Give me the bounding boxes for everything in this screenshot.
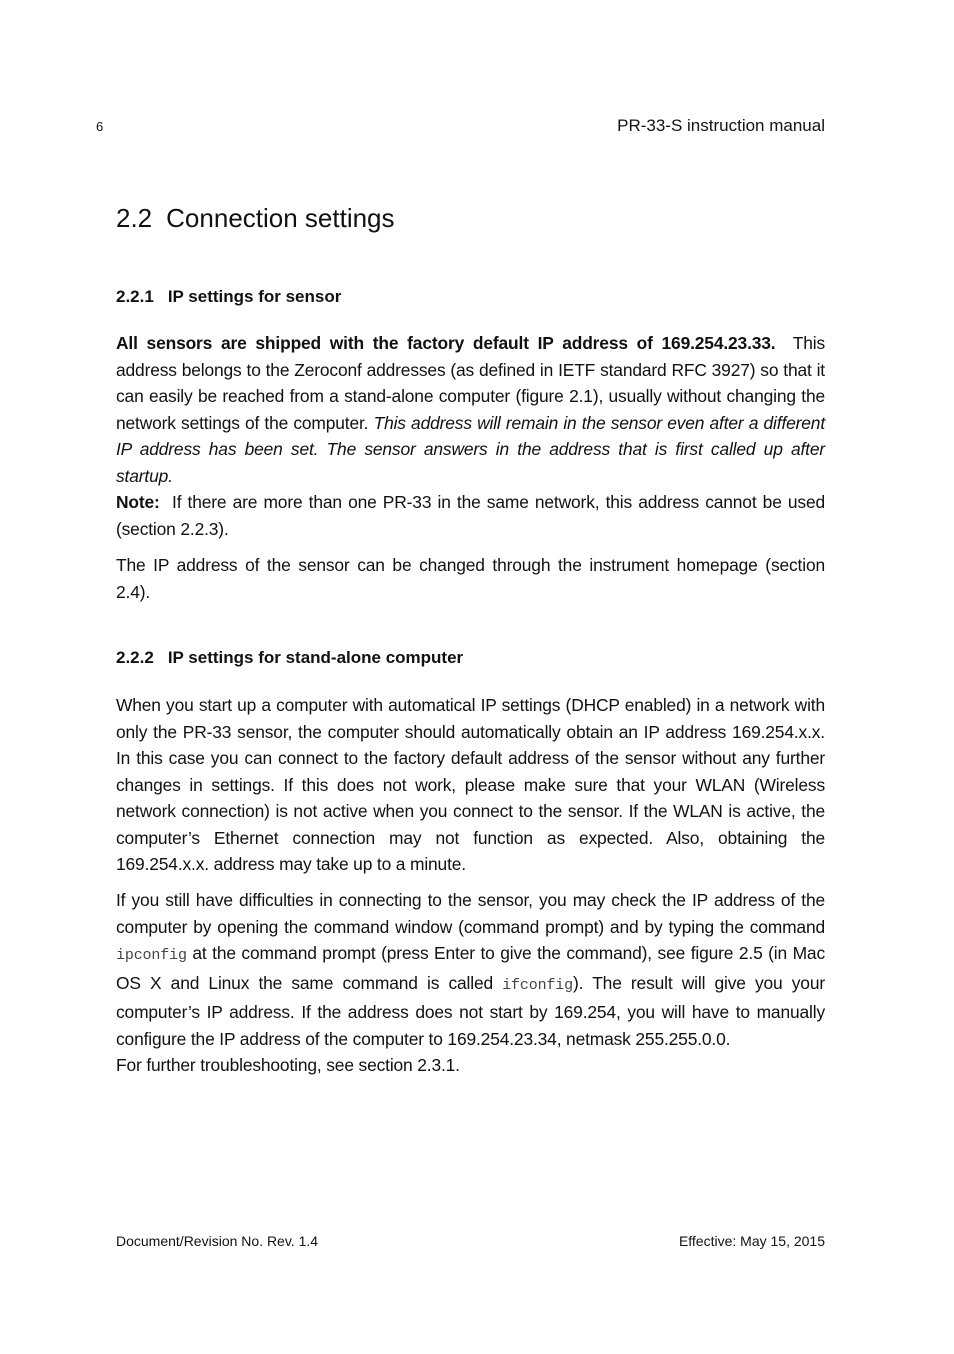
- footer-revision: Document/Revision No. Rev. 1.4: [116, 1233, 319, 1249]
- section-number: 2.2: [116, 203, 153, 233]
- subsection-heading-ip-sensor: [116, 287, 341, 307]
- address-persistence-note: This address will remain in the sensor even after a different IP address has been set. The sensor answers in the address that is first called up after startup.: [116, 412, 826, 486]
- paragraph-dhcp: When you start up a computer with automatical IP settings (DHCP enabled) in a network with only the PR-33 sensor, the computer should automatically obtain an IP address 169.254.x.x. In this case you can connect to the factory default address of the sensor without any further changes in settings. If this does not work, please make sure that your WLAN (Wireless network connection) is not active when you connect to the sensor. If the WLAN is active, the computer’s Ethernet connection may not function as expected. Also, obtaining the 169.254.x.x. address may take up to a minute.: [116, 695, 825, 874]
- section-heading: [116, 203, 395, 234]
- ifconfig-command: ifconfig: [502, 976, 573, 994]
- paragraph-default-ip: [116, 330, 825, 542]
- paragraph-change-ip: The IP address of the sensor can be changed through the instrument homepage (section 2.4).: [116, 555, 825, 602]
- subsection-number: 2.2.1: [116, 287, 154, 306]
- subsection-heading-ip-computer: [116, 648, 463, 668]
- page-number: 6: [96, 119, 104, 134]
- ipconfig-mid-text: at the command prompt (press Enter to give the command), see figure 2.5 (in Mac OS X and Linux the same command is called: [116, 943, 825, 993]
- ipconfig-intro-text: If you still have difficulties in connecting to the sensor, you may check the IP address of the computer by opening the command window (command prompt) and by typing the command: [116, 890, 825, 937]
- zeroconf-text: This address belongs to the Zeroconf addresses (as defined in IETF standard RFC 3927) so that it can easily be reached from a stand-alone computer (figure 2.1), usually without changing the network settings of the computer.: [116, 333, 825, 433]
- default-ip-statement: All sensors are shipped with the factory default IP address of 169.254.23.33.: [116, 333, 776, 353]
- note-text: If there are more than one PR-33 in the same network, this address cannot be used (section 2.2.3).: [116, 492, 825, 539]
- subsection-title: IP settings for sensor: [167, 287, 342, 306]
- further-troubleshooting-text: For further troubleshooting, see section 2.3.1.: [116, 1055, 460, 1075]
- ipconfig-result-text: ). The result will give you your computer’s IP address. If the address does not start by 169.254, you will have to manually configure the IP address of the computer to 169.254.23.34, netmask 255.255.0.0.: [116, 972, 825, 1049]
- subsection-number: 2.2.2: [116, 648, 154, 667]
- running-header-title: PR-33-S instruction manual: [617, 116, 825, 135]
- subsection-title: IP settings for stand-alone computer: [167, 648, 464, 667]
- note-label: Note:: [116, 492, 160, 512]
- footer-effective-date: Effective: May 15, 2015: [678, 1233, 825, 1249]
- paragraph-troubleshoot-ip: [116, 887, 825, 1079]
- section-title: Connection settings: [166, 203, 395, 233]
- ipconfig-command: ipconfig: [116, 947, 187, 964]
